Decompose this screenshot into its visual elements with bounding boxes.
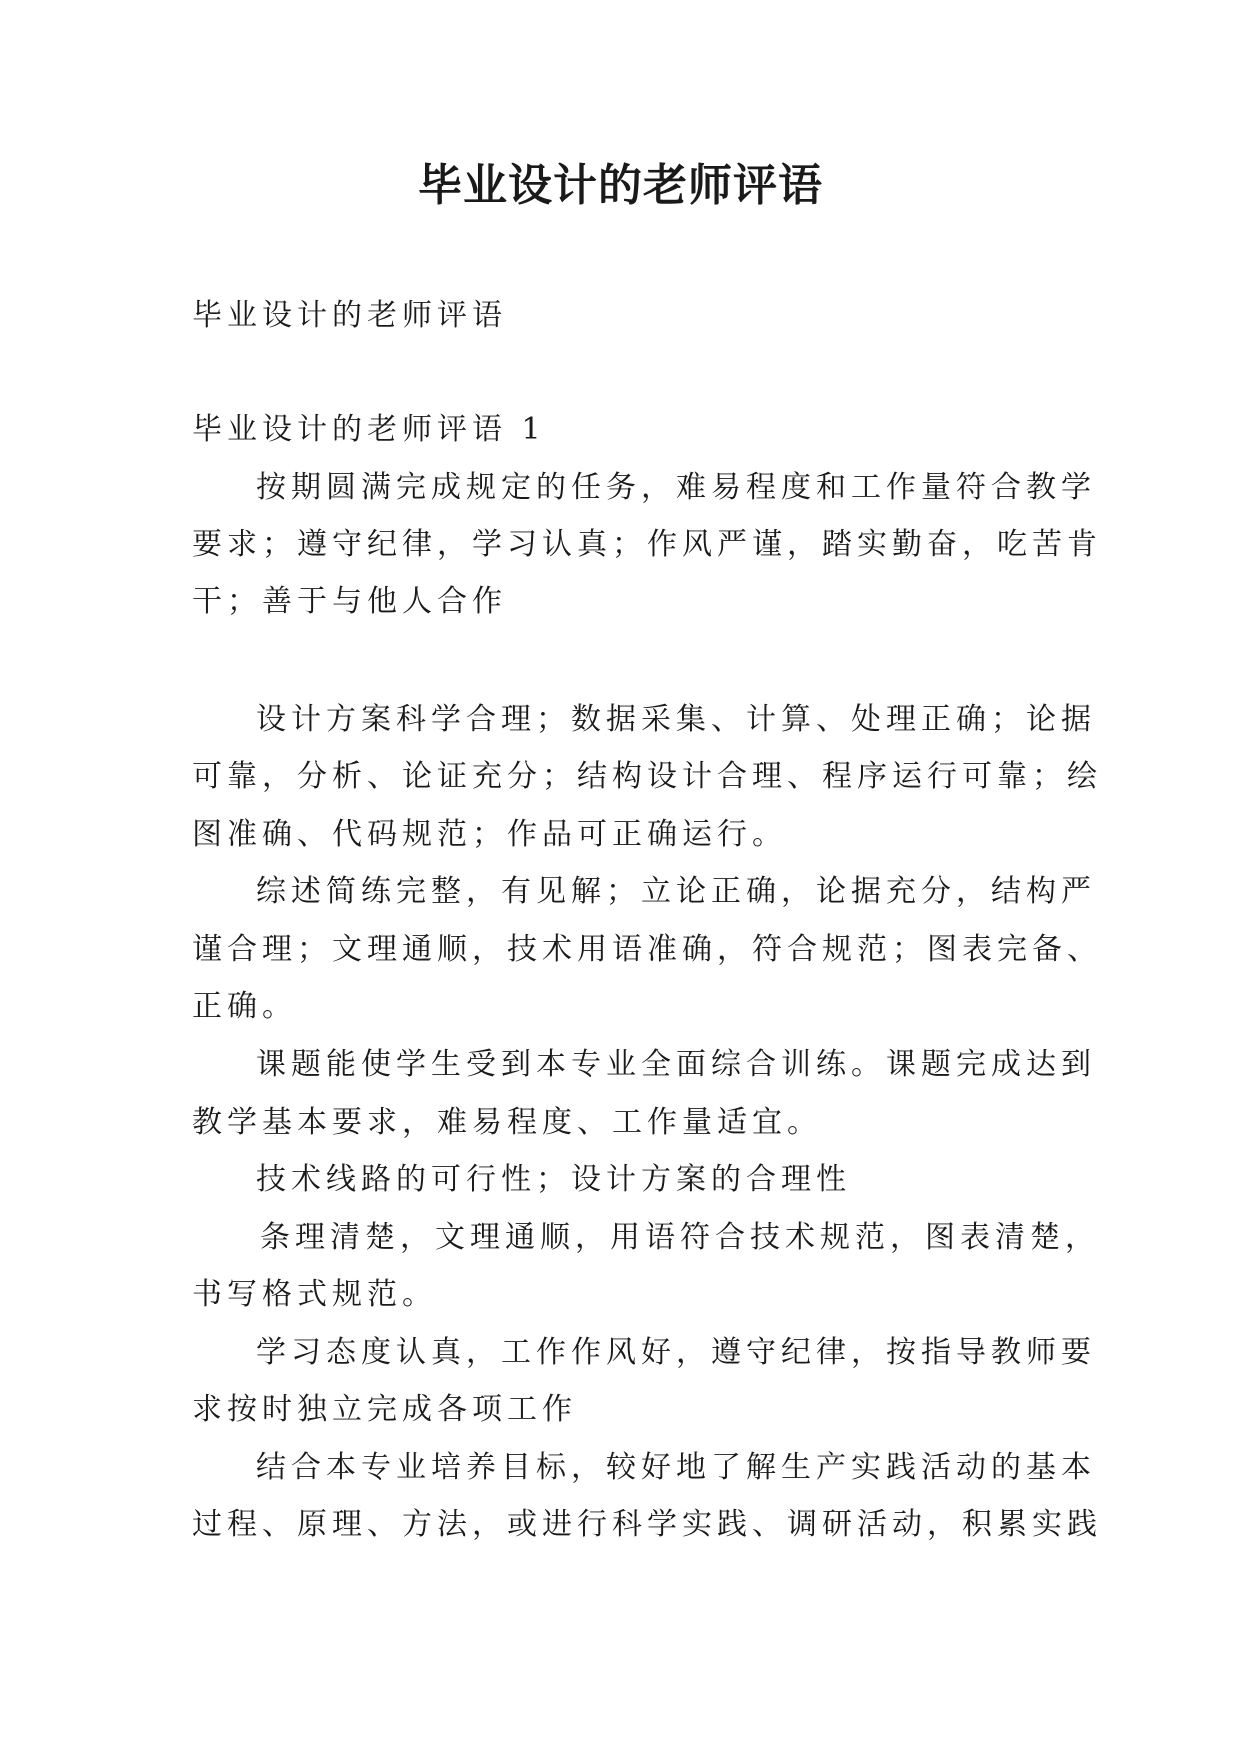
- paragraph-line: 谨合理；文理通顺，技术用语准确，符合规范；图表完备、: [192, 932, 1102, 967]
- paragraph-line: 综述简练完整，有见解；立论正确，论据充分，结构严: [256, 874, 1096, 909]
- paragraph-line: 正确。: [192, 989, 297, 1024]
- paragraph-line: 学习态度认真，工作作风好，遵守纪律，按指导教师要: [256, 1335, 1096, 1370]
- paragraph-line: 要求；遵守纪律，学习认真；作风严谨，踏实勤奋，吃苦肯: [192, 527, 1102, 562]
- paragraph-line: 可靠，分析、论证充分；结构设计合理、程序运行可靠；绘: [192, 759, 1102, 794]
- section-heading: 毕业设计的老师评语 1: [192, 412, 546, 447]
- paragraph-line: 干；善于与他人合作: [192, 584, 507, 619]
- document-title: 毕业设计的老师评语: [418, 160, 823, 211]
- paragraph-line: 按期圆满完成规定的任务，难易程度和工作量符合教学: [256, 470, 1096, 505]
- paragraph-line: 条理清楚，文理通顺，用语符合技术规范，图表清楚，: [260, 1220, 1100, 1255]
- paragraph-line: 结合本专业培养目标，较好地了解生产实践活动的基本: [256, 1450, 1096, 1485]
- paragraph-line: 设计方案科学合理；数据采集、计算、处理正确；论据: [256, 702, 1096, 737]
- paragraph-line: 图准确、代码规范；作品可正确运行。: [192, 817, 787, 852]
- paragraph-line: 书写格式规范。: [192, 1277, 437, 1312]
- paragraph-line: 技术线路的可行性；设计方案的合理性: [256, 1162, 851, 1197]
- paragraph-line: 课题能使学生受到本专业全面综合训练。课题完成达到: [256, 1047, 1096, 1082]
- document-subtitle: 毕业设计的老师评语: [192, 298, 507, 333]
- paragraph-line: 教学基本要求，难易程度、工作量适宜。: [192, 1105, 822, 1140]
- paragraph-line: 过程、原理、方法，或进行科学实践、调研活动，积累实践: [192, 1507, 1102, 1542]
- paragraph-line: 求按时独立完成各项工作: [192, 1392, 577, 1427]
